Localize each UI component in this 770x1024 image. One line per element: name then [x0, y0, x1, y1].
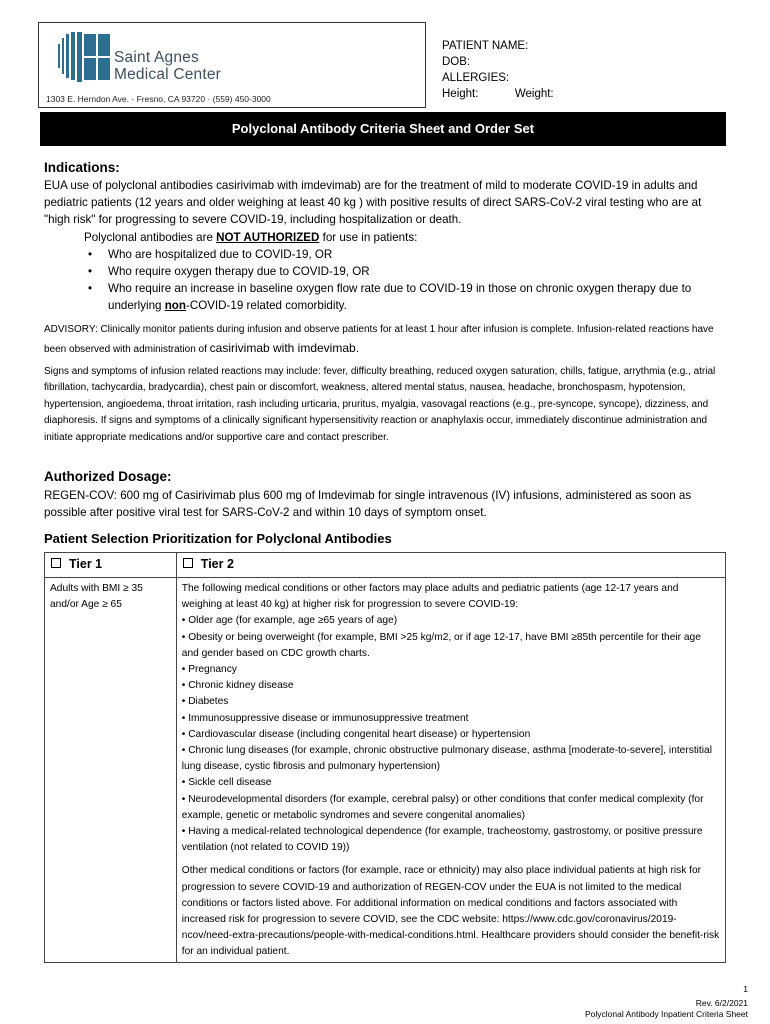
- page-title: Polyclonal Antibody Criteria Sheet and Order Set: [40, 112, 726, 146]
- tier2-item: • Neurodevelopmental disorders (for example, cerebral palsy) or other conditions that confer medical complexity (for example, genetic or metabolic syndromes and severe congenital anomalies): [181, 793, 704, 821]
- tier1-criteria: Adults with BMI ≥ 35 and/or Age ≥ 65: [45, 578, 177, 963]
- org-logo: [52, 30, 232, 86]
- tier2-header: [176, 553, 725, 578]
- document-name: Polyclonal Antibody Inpatient Criteria Sheet: [584, 1009, 748, 1019]
- advisory-paragraph: [44, 321, 724, 359]
- advisory-drug: casirivimab with imdevimab.: [209, 341, 360, 355]
- tier2-item: • Chronic lung diseases (for example, chronic obstructive pulmonary disease, asthma [moderate-to-severe], interstitial lung disease, cystic fibrosis and pulmonary hypertension): [181, 745, 712, 773]
- tier2-criteria: [176, 578, 725, 963]
- signs-paragraph: Signs and symptoms of infusion related reactions may include: fever, difficulty breathing, reduced oxygen saturation, chills, fatigue, arrythmia (e.g., atrial fibrillation, tachycardia, bradycardia), chest pain or discomfort, weakness, altered mental status, nausea, headache, bronchospasm, hypotension, hypertension, angioedema, throat irritation, rash including urticaria, pruritus, myalgia, vasovagal reactions (e.g., pre-syncope, syncope), dizziness, and diaphoresis. If signs and symptoms of a clinically significant hypersensitivity reaction or anaphylaxis occur, immediately discontinue administration and initiate appropriate medications and/or supportive care and contact prescriber.: [44, 366, 716, 443]
- prioritization-heading: Patient Selection Prioritization for Polyclonal Antibodies: [44, 531, 392, 546]
- not-authorized-block: [84, 229, 724, 314]
- org-name-line2: Medical Center: [114, 66, 222, 83]
- dob-label: DOB:: [442, 56, 471, 68]
- tier2-item: • Sickle cell disease: [181, 777, 272, 789]
- advisory-text: ADVISORY: Clinically monitor patients during infusion and observe patients for at least 1 hour after infusion is complete. Infusion-related reactions have been observed with administration of: [44, 324, 714, 355]
- not-authorized-emphasis: NOT AUTHORIZED: [216, 231, 320, 244]
- indications-paragraph: EUA use of polyclonal antibodies casirivimab with imdevimab) are for the treatment of mild to moderate COVID-19 in adults and pediatric patients (12 years and older weighing at least 40 kg ) with positive results of direct SARS-CoV-2 viral testing who are at "high risk" for progressing to severe COVID-19, including hospitalization or death.: [44, 179, 702, 226]
- tier2-item: • Pregnancy: [181, 664, 237, 676]
- exclusion-item: [84, 280, 724, 314]
- indications-heading: Indications:: [44, 160, 120, 175]
- tier2-item: • Diabetes: [181, 696, 229, 708]
- not-authorized-prefix: Polyclonal antibodies are: [84, 231, 217, 244]
- page-footer: [585, 984, 748, 1021]
- patient-info: [442, 38, 554, 102]
- non-emphasis: non: [164, 299, 186, 312]
- not-authorized-line: [84, 229, 724, 246]
- tier2-item: • Older age (for example, age ≥65 years of age): [181, 615, 398, 627]
- tier2-item: • Chronic kidney disease: [181, 680, 294, 692]
- org-address: 1303 E. Herndon Ave. · Fresno, CA 93720 · (559) 450-3000: [46, 94, 271, 104]
- tier1-header: [45, 553, 177, 578]
- checkbox-icon[interactable]: [51, 558, 61, 568]
- patient-name-label: PATIENT NAME:: [442, 40, 529, 52]
- tier2-item: • Cardiovascular disease (including congenital heart disease) or hypertension: [181, 728, 531, 740]
- logo-mark-icon: [52, 30, 112, 86]
- dosage-heading: Authorized Dosage:: [44, 469, 172, 484]
- page-number: 1: [743, 984, 748, 994]
- tier2-item: • Obesity or being overweight (for example, BMI >25 kg/m2, or if age 12-17, have BMI ≥85th percentile for their age and gender based on CDC growth charts.: [181, 631, 701, 659]
- height-label: Height:: [442, 88, 479, 100]
- exclusion-item-suffix: -COVID-19 related comorbidity.: [185, 299, 347, 312]
- tier2-label: Tier 2: [200, 557, 234, 571]
- exclusion-item: • Who are hospitalized due to COVID-19, OR: [84, 246, 724, 263]
- exclusion-item: • Who require oxygen therapy due to COVID-19, OR: [84, 263, 724, 280]
- tier-table: [44, 552, 726, 963]
- height-weight-row: [442, 86, 554, 102]
- allergies-label: ALLERGIES:: [442, 72, 510, 84]
- tier1-label: Tier 1: [69, 557, 103, 571]
- org-name-line1: Saint Agnes: [114, 49, 199, 66]
- tier-body-row: [45, 578, 726, 963]
- tier-header-row: [45, 553, 726, 578]
- tier2-intro: The following medical conditions or other factors may place adults and pediatric patients (age 12-17 years and weighing at least 40 kg) at higher risk for progression to severe COVID-19:: [181, 583, 679, 611]
- exclusion-list: [84, 246, 724, 314]
- tier2-item: • Immunosuppressive disease or immunosuppressive treatment: [181, 712, 469, 724]
- not-authorized-suffix: for use in patients:: [319, 231, 418, 244]
- dosage-paragraph: REGEN-COV: 600 mg of Casirivimab plus 600 mg of Imdevimab for single intravenous (IV) infusions, administered as soon as possible after positive viral test for SARS-CoV-2 and within 10 days of symptom onset.: [44, 489, 692, 519]
- tier2-other-factors: Other medical conditions or factors (for example, race or ethnicity) may also place individual patients at high risk for progression to severe COVID-19 and authorization of REGEN-COV under the EUA is not limited to the medical conditions or factors listed above. For additional information on medical conditions and factors associated with increased risk for progression to severe COVID, see the CDC website: https://www.cdc.gov/coronavirus/2019-ncov/need-extra-precautions/people-with-medical-conditions.html. Healthcare providers should consider the benefit-risk for an individual patient.: [181, 865, 720, 958]
- exclusion-item-text: Who require an increase in baseline oxygen flow rate due to COVID-19 in those on chronic oxygen therapy due to underlying: [108, 282, 692, 312]
- tier2-item: • Having a medical-related technological dependence (for example, tracheostomy, gastrostomy, or positive pressure ventilation (not related to COVID 19)): [181, 826, 703, 854]
- revision-date: Rev. 6/2/2021: [695, 997, 748, 1008]
- checkbox-icon[interactable]: [183, 558, 193, 568]
- weight-label: Weight:: [514, 88, 554, 100]
